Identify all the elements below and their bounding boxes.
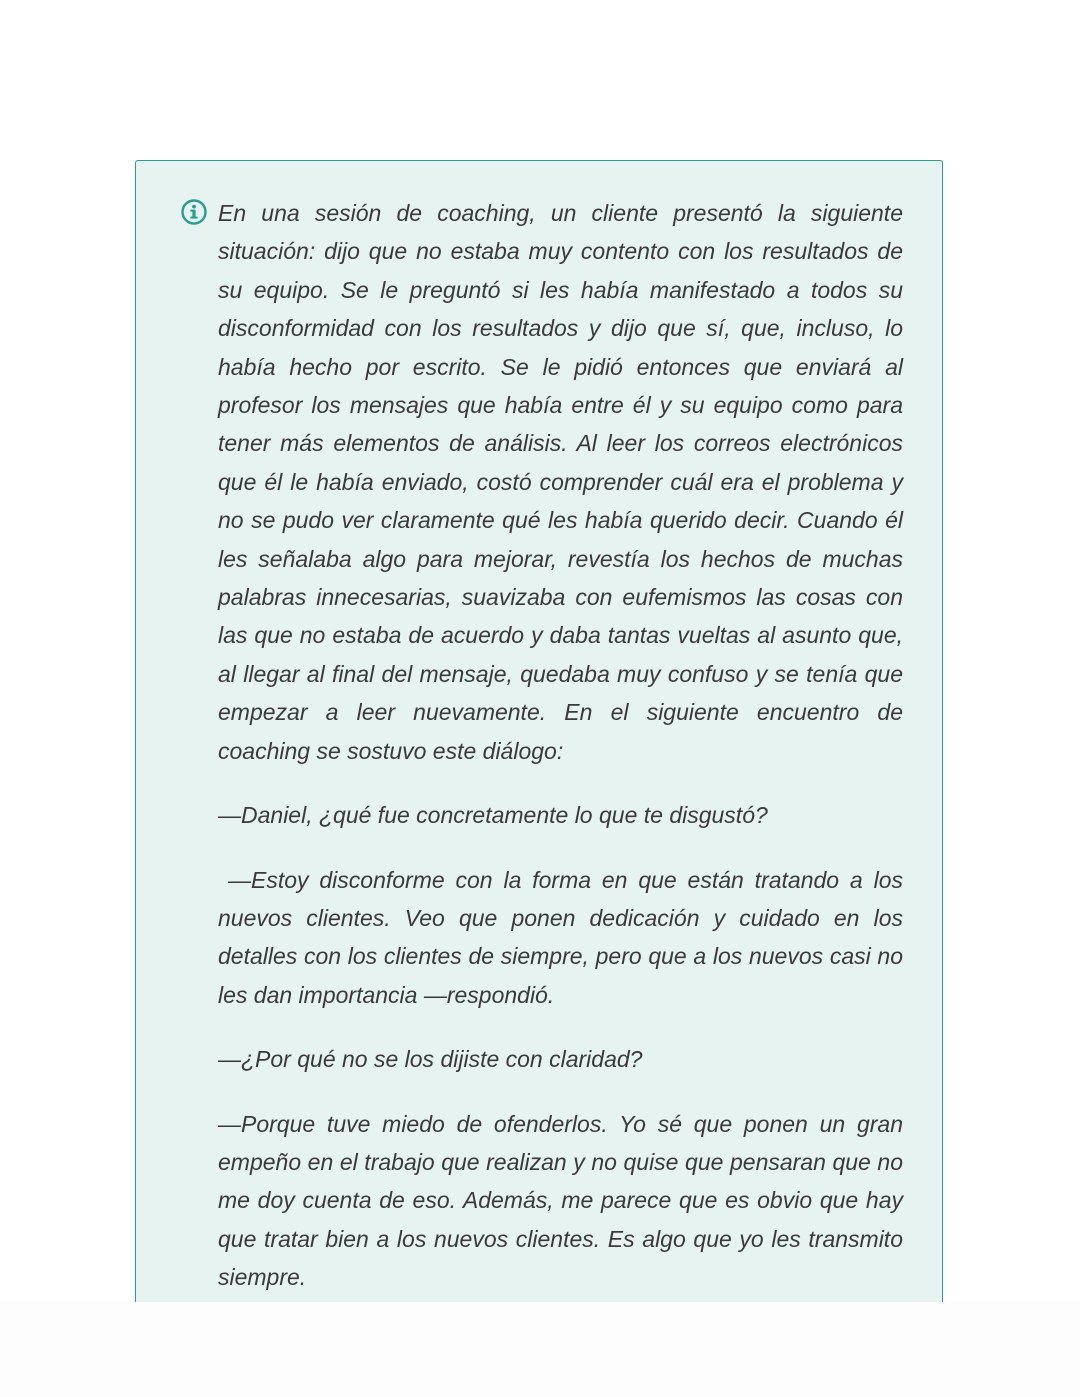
paragraph-question-1: —Daniel, ¿qué fue concretamente lo que te disgustó?: [218, 802, 768, 829]
page-bottom-margin: [0, 1302, 1080, 1397]
paragraph-answer-2: —Porque tuve miedo de ofenderlos. Yo sé que ponen un gran empeño en el trabajo que realizan y no quise que pensaran que no me doy cuenta de eso. Además, me parece que es obvio que hay que tratar bien a los nuevos clientes. Es algo que yo les transmito siempre.: [218, 1110, 903, 1291]
info-circle-icon: [180, 198, 208, 226]
paragraph-answer-1: —Estoy disconforme con la forma en que están tratando a los nuevos clientes. Veo que ponen dedicación y cuidado en los detalles con los clientes de siempre, pero que a los nuevos casi no les dan importancia —respondió.: [218, 866, 903, 1008]
callout-text: [218, 194, 903, 1302]
info-callout: [135, 160, 943, 1302]
paragraph-intro: En una sesión de coaching, un cliente presentó la siguiente situación: dijo que no estaba muy contento con los resultados de su equipo. Se le preguntó si les había manifestado a todos su disconformidad con los resultados y dijo que sí, que, incluso, lo había hecho por escrito. Se le pidió entonces que enviará al profesor los mensajes que había entre él y su equipo como para tener más elementos de análisis. Al leer los correos electrónicos que él le había enviado, costó comprender cuál era el problema y no se pudo ver claramente qué les había querido decir. Cuando él les señalaba algo para mejorar, revestía los hechos de muchas palabras innecesarias, suavizaba con eufemismos las cosas con las que no estaba de acuerdo y daba tantas vueltas al asunto que, al llegar al final del mensaje, quedaba muy confuso y se tenía que empezar a leer nuevamente. En el siguiente encuentro de coaching se sostuvo este diálogo:: [218, 200, 903, 764]
paragraph-question-2: —¿Por qué no se los dijiste con claridad?: [218, 1046, 643, 1073]
